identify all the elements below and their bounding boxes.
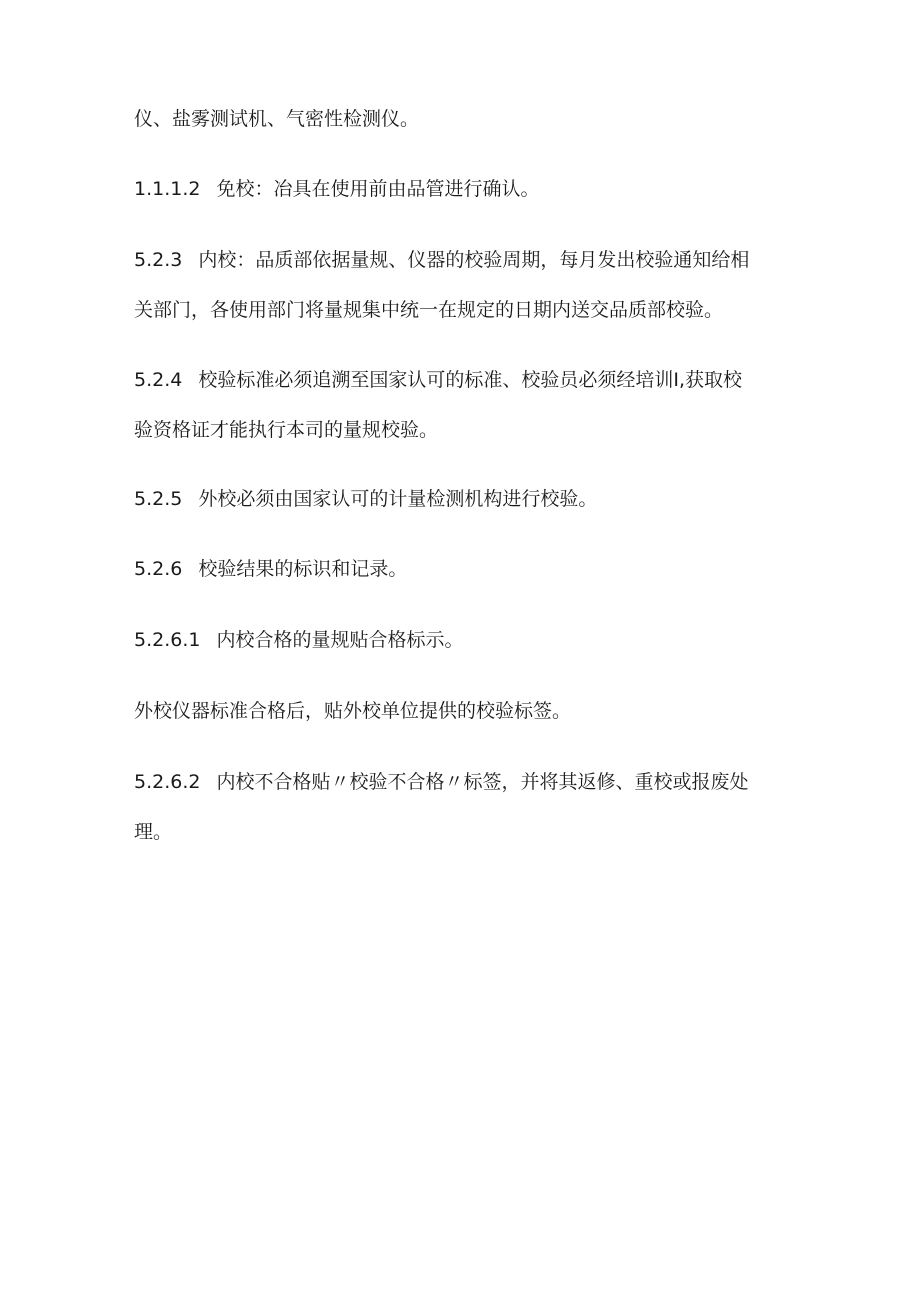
section-number: 5.2.4: [134, 369, 183, 391]
section-number: 5.2.5: [134, 488, 183, 510]
paragraph-text: 内校合格的量规贴合格标示。: [216, 629, 464, 651]
paragraph-line: 外校仪器标准合格后，贴外校单位提供的校验标签。: [134, 700, 572, 722]
paragraph-line: 关部门，各使用部门将量规集中统一在规定的日期内送交品质部校验。: [134, 299, 724, 321]
paragraph-text: 校验结果的标识和记录。: [198, 558, 408, 580]
paragraph-line: 验资格证才能执行本司的量规校验。: [134, 419, 439, 441]
paragraph-external-calibration: [134, 686, 794, 736]
paragraph-text: 外校必须由国家认可的计量检测机构进行校验。: [198, 488, 598, 510]
paragraph-text: 内校：品质部依据量规、仪器的校验周期，每月发出校验通知给相: [198, 249, 750, 271]
section-number: 5.2.3: [134, 249, 183, 271]
paragraph-1-1-1-2: [134, 164, 794, 214]
section-number: 5.2.6.2: [134, 771, 201, 793]
paragraph-5-2-6-1: [134, 615, 794, 665]
paragraph-line: [134, 164, 794, 214]
paragraph-5-2-3: [134, 235, 794, 335]
paragraph-line: [134, 235, 794, 285]
paragraph-line: [134, 544, 794, 594]
paragraph-5-2-6-2: [134, 757, 794, 857]
paragraph-5-2-5: [134, 474, 794, 524]
paragraph-line: [134, 474, 794, 524]
paragraph-continuation: [134, 94, 794, 144]
paragraph-5-2-4: [134, 355, 794, 455]
paragraph-text: 免校：冶具在使用前由品管进行确认。: [216, 178, 540, 200]
paragraph-5-2-6: [134, 544, 794, 594]
paragraph-text: 校验标准必须追溯至国家认可的标准、校验员必须经培训I,获取校: [198, 369, 743, 391]
paragraph-line: 理。: [134, 821, 173, 843]
paragraph-line: [134, 355, 794, 405]
paragraph-line: [134, 757, 794, 807]
section-number: 1.1.1.2: [134, 178, 201, 200]
section-number: 5.2.6: [134, 558, 183, 580]
paragraph-line: 仪、盐雾测试机、气密性检测仪。: [134, 108, 420, 130]
paragraph-line: [134, 615, 794, 665]
section-number: 5.2.6.1: [134, 629, 201, 651]
paragraph-text: 内校不合格贴〃校验不合格〃标签，并将其返修、重校或报废处: [216, 771, 749, 793]
